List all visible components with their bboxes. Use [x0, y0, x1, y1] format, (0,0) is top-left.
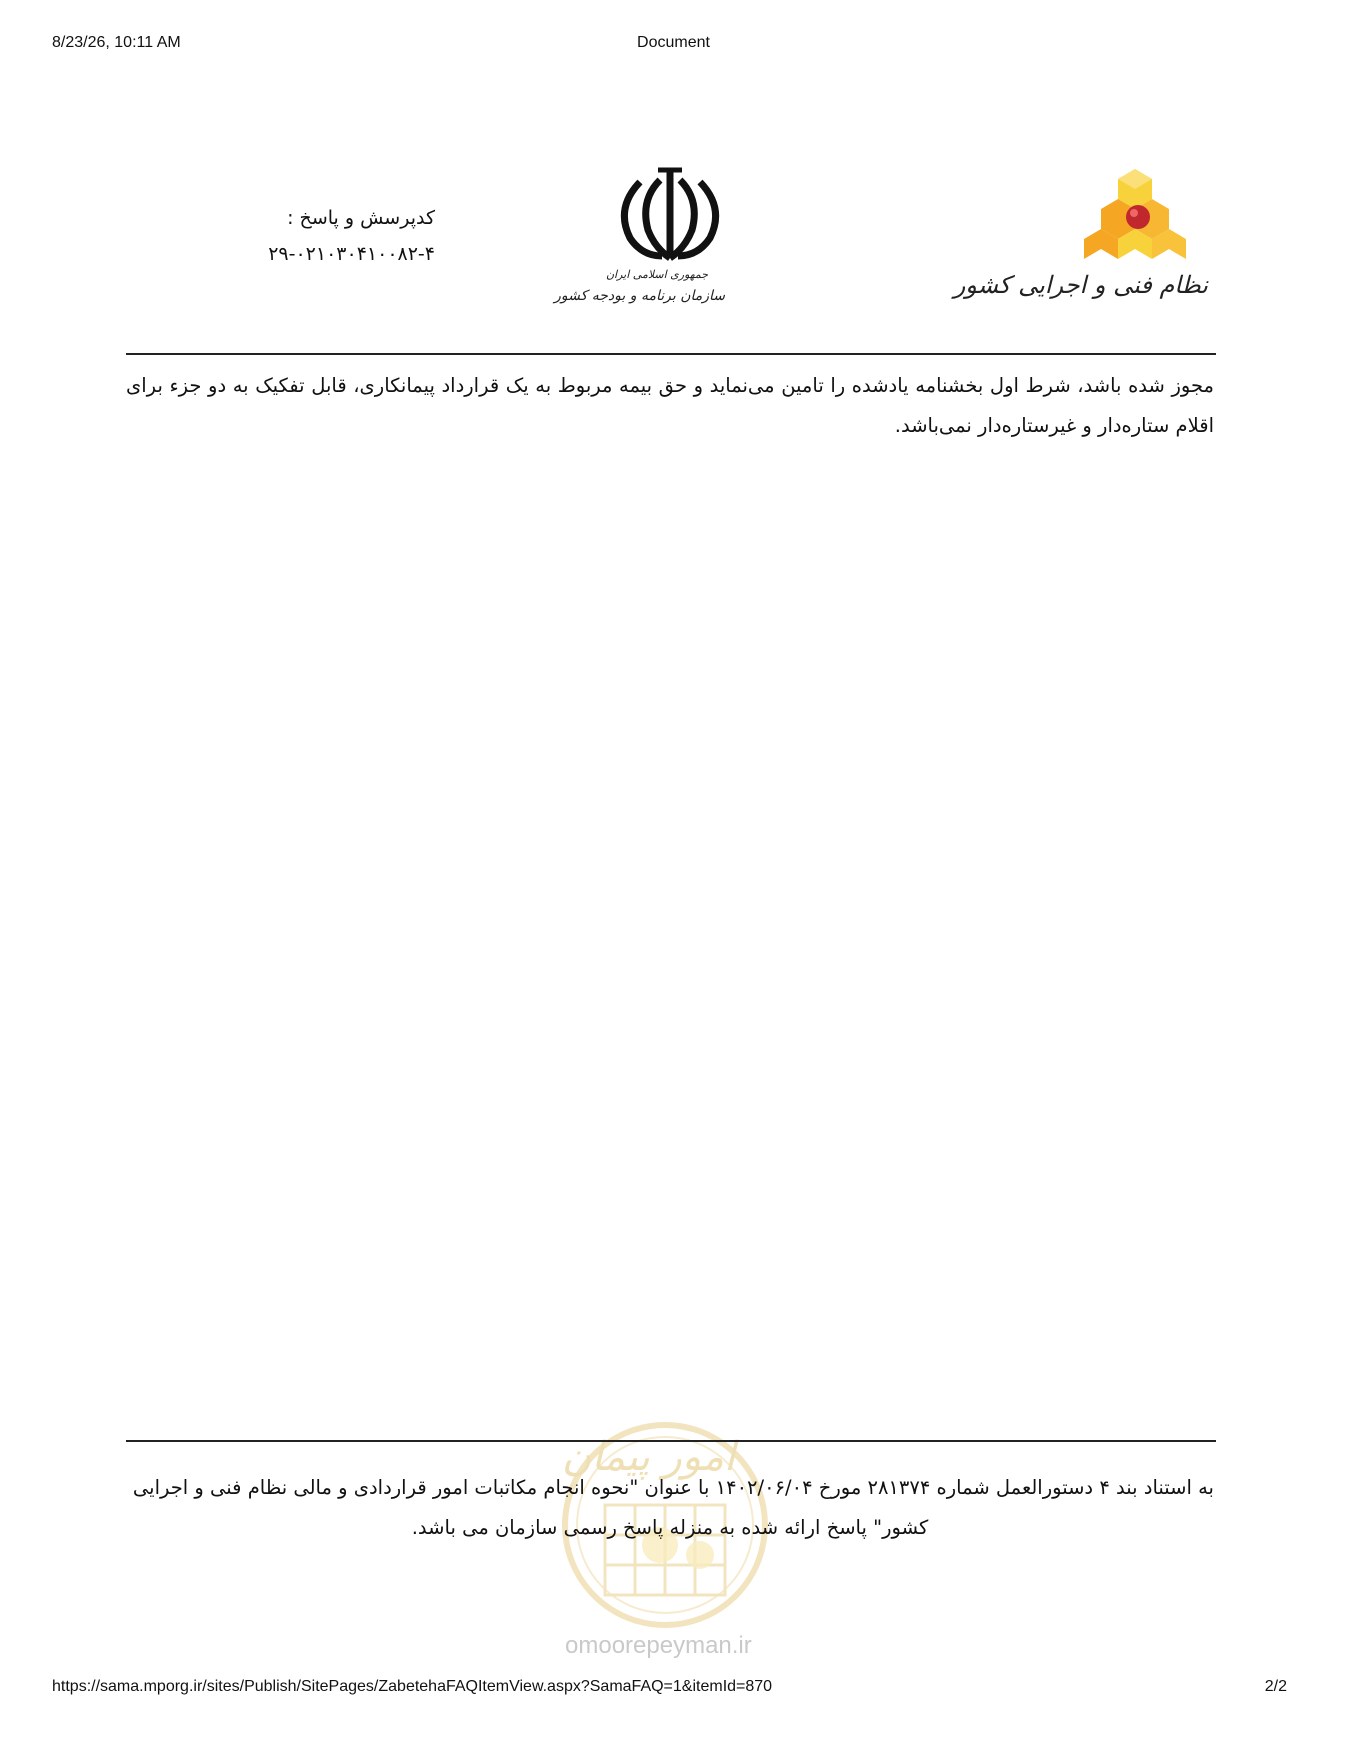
print-datetime: 8/23/26, 10:11 AM	[52, 34, 181, 51]
print-document-title: Document	[637, 34, 710, 51]
answer-paragraph: مجوز شده باشد، شرط اول بخشنامه یادشده را تامین می‌نماید و حق بیمه مربوط به یک قرارداد پیمانکاری، قابل تفکیک به دو جزء برای اقلام ستاره‌دار و غیرستاره‌دار نمی‌باشد.	[126, 374, 1214, 437]
print-page-number: 2/2	[1264, 1678, 1287, 1695]
emblem-line1: جمهوری اسلامی ایران	[605, 268, 708, 281]
footer-divider	[126, 1440, 1216, 1442]
note-line-1: به استناد بند ۴ دستورالعمل شماره ۲۸۱۳۷۴ مورخ ۱۴۰۲/۰۶/۰۴ با عنوان "نحوه انجام مکاتبات امور قراردادی و مالی نظام فنی و اجرایی	[132, 1476, 1214, 1499]
letterhead	[125, 150, 1215, 320]
official-answer-note	[126, 1468, 1214, 1548]
org-logo	[953, 165, 1210, 305]
question-code-label: کدپرسش و پاسخ :	[287, 207, 435, 229]
print-url: https://sama.mporg.ir/sites/Publish/SitePages/ZabetehaFAQItemView.aspx?SamaFAQ=1&itemId=870	[52, 1678, 773, 1695]
note-line-2: کشور" پاسخ ارائه شده به منزله پاسخ رسمی سازمان می باشد.	[411, 1516, 929, 1539]
question-code-block	[225, 200, 435, 272]
government-emblem	[554, 160, 740, 310]
header-divider	[126, 353, 1216, 355]
watermark-text: امور پیمان	[561, 1434, 735, 1480]
question-code-value: ۲۹-۰۲۱۰۳۰۴۱۰۰۸۲-۴	[268, 243, 435, 265]
watermark-caption: omoorepeyman.ir	[565, 1632, 752, 1659]
emblem-line2: سازمان برنامه و بودجه کشور	[554, 288, 725, 304]
org-logo-text: نظام فنی و اجرایی کشور	[953, 271, 1208, 299]
